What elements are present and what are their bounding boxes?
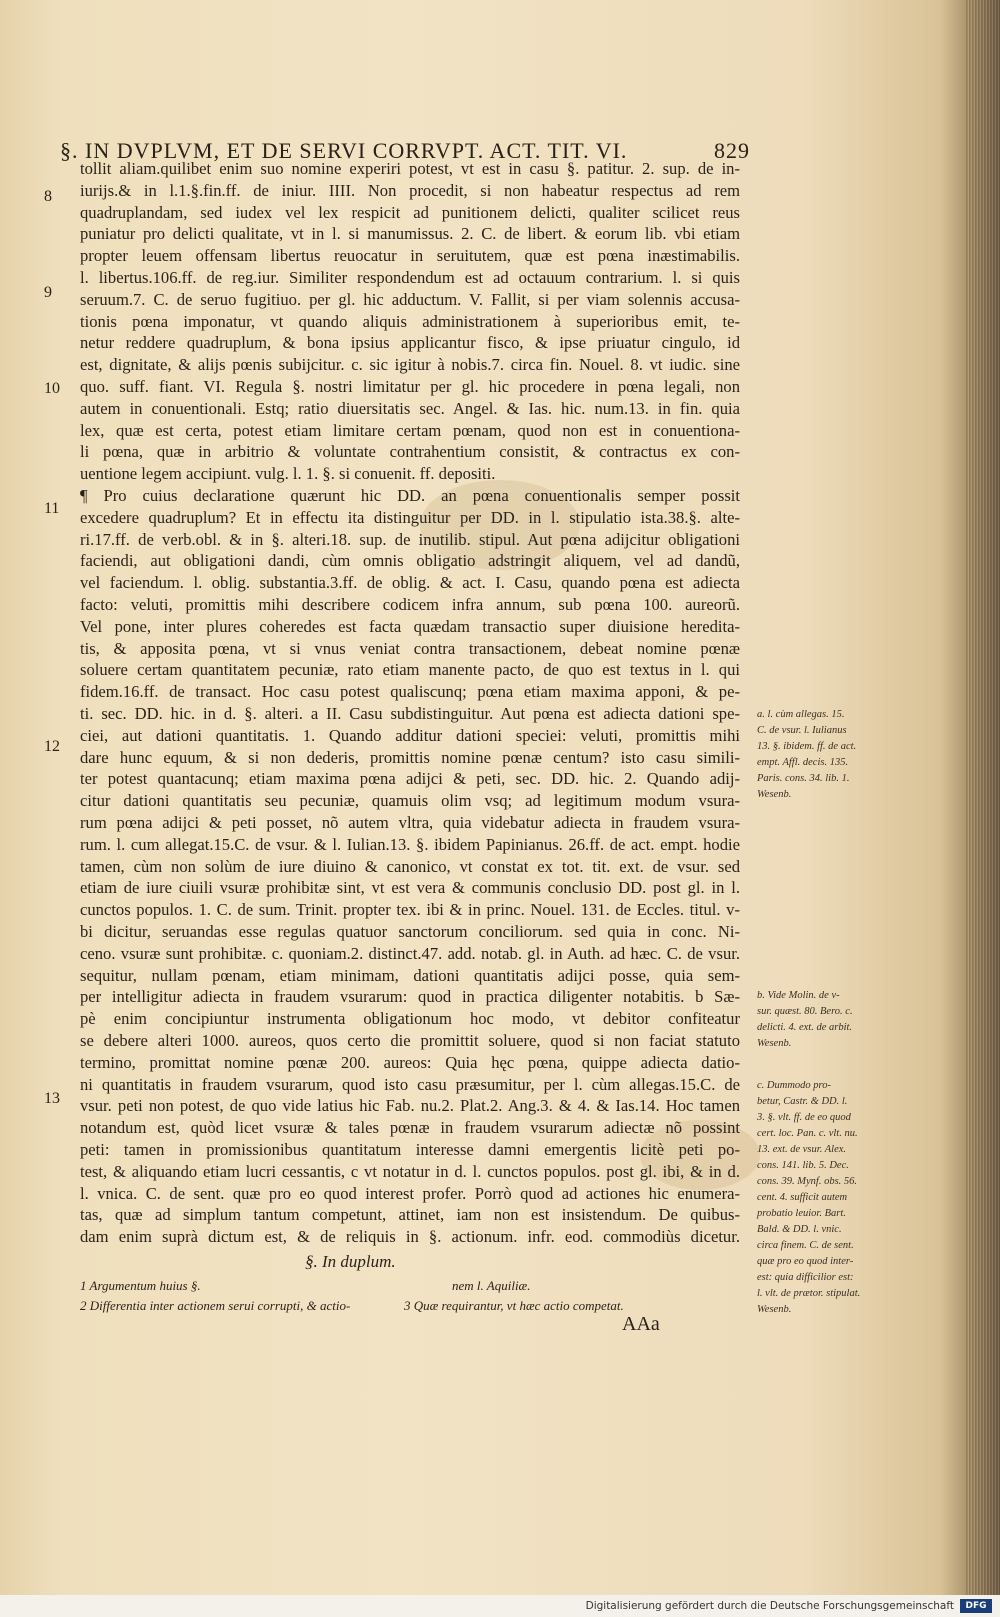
footer-credit: Digitalisierung gefördert durch die Deutsche Forschungsgemeinschaft xyxy=(585,1600,954,1612)
text-line: ri.17.ff. de verb.obl. & in §. alteri.18. sup. de inutilib. stipul. Aut pœna adijcitur obligationi xyxy=(80,529,740,549)
margin-note-line: probatio leuior. Bart. xyxy=(757,1208,846,1219)
text-line: sequitur, nullam pœnam, etiam minimam, dationi quantitatis adijci posse, quia sem- xyxy=(80,965,740,985)
margin-note-line: cons. 39. Mynf. obs. 56. xyxy=(757,1176,858,1187)
text-line: propter leuem offensam libertus reuocatur in seruitutem, quæ est pœna inæstimabilis. xyxy=(80,246,740,266)
text-line: dam enim suprà dictum est, & de reliquis in §. actionum. infr. eod. commodiùs dicetur. xyxy=(80,1227,740,1247)
text-line: l. libertus.106.ff. de reg.iur. Similiter respondendum est ad octauum contrarium. l. si quis xyxy=(80,268,740,287)
text-line: soluere certam quantitatem pecuniæ, rato etiam manente pacto, de quo est textus in l. qui xyxy=(80,660,740,680)
text-line: ter potest quantacunq; etiam maxima pœna adijci & peti, sec. DD. hic. 2. Quando adij- xyxy=(80,769,740,789)
margin-note-line: sur. quæst. 80. Bero. c. xyxy=(757,1006,853,1017)
text-line: vel faciendum. l. oblig. substantia.3.ff. de oblig. & act. I. Casu, quando pœna est adiecta xyxy=(80,573,740,593)
section-title: §. In duplum. xyxy=(305,1252,396,1271)
signature-mark: AAa xyxy=(622,1313,660,1335)
text-line: rum pœna adijci & peti posset, nõ autem vltra, quia videbatur adiecta in fraudem vsura- xyxy=(80,813,740,832)
text-line: rum. l. cum allegat.15.C. de vsur. & l. Iulian.13. §. ibidem Papinianus. 26.ff. de act. empt. hodie xyxy=(80,834,740,854)
margin-note-line: betur, Castr. & DD. l. xyxy=(757,1096,848,1107)
margin-note-line: cent. 4. sufficit autem xyxy=(757,1192,848,1203)
margin-note-line: l. vlt. de prætor. stipulat. xyxy=(757,1288,861,1299)
margin-note-line: Wesenb. xyxy=(757,789,792,800)
text-line: etiam de iure ciuili vsuræ prohibitæ sint, vt est vera & communis conclusio DD. post gl. in l. xyxy=(80,878,740,898)
margin-note-line: 13. ext. de vsur. Alex. xyxy=(757,1144,847,1155)
text-line: uentione legem accipiunt. vulg. l. 1. §. si conuenit. ff. depositi. xyxy=(80,464,496,484)
text-line: citur dationi quantitatis seu pecuniæ, quamuis olim vsq; ad legitimum modum vsura- xyxy=(80,791,740,811)
line-number: 10 xyxy=(44,380,60,397)
text-line: Vel pone, inter plures coheredes est facta quædam transactio super diuisione heredita- xyxy=(80,616,740,636)
text-line: quo. suff. fiant. VI. Regula §. nostri limitatur per gl. hic procedere in pœna legali, non xyxy=(80,377,740,396)
margin-note-line: Bald. & DD. l. vnic. xyxy=(757,1224,842,1235)
text-line: seruum.7. C. de seruo fugitiuo. per gl. hic adductum. V. Fallit, si per viam solennis accusa- xyxy=(80,289,740,309)
text-line: ni quantitatis in fraudem vsurarum, quod isto casu præsumitur, per l. cùm allegas.15.C. de xyxy=(80,1074,740,1094)
line-number: 13 xyxy=(44,1090,60,1107)
margin-note-line: delicti. 4. ext. de arbit. xyxy=(757,1022,853,1033)
text-line: facto: veluti, promittis mihi describere codicem infra annum, sub pœna 100. aureorũ. xyxy=(80,595,740,614)
margin-note-c xyxy=(757,1078,875,1318)
summary-item-3: 3 Quæ requirantur, vt hæc actio competat. xyxy=(404,1298,624,1313)
text-line: dare hunc equum, & si non dederis, promittis nomine pœnæ centum? isto casu simili- xyxy=(80,747,740,767)
text-line: bi dicitur, seruandas esse regulas quatuor sanctorum conciliorum. sed quia in conc. Ni- xyxy=(80,922,740,941)
margin-note-line: c. Dummodo pro- xyxy=(757,1080,831,1091)
margin-note-line: circa finem. C. de sent. xyxy=(757,1240,854,1251)
summary-item-1: 1 Argumentum huius §. xyxy=(80,1278,201,1293)
text-line: excedere quadruplum? Et in effectu ita distinguitur per DD. in l. stipulatio ista.38.§. alte- xyxy=(80,507,740,527)
text-line: cunctos populos. 1. C. de sum. Trinit. propter tex. ibi & in princ. Nouel. 131. de Eccles. titul. v- xyxy=(80,900,740,920)
text-line: faciendi, aut obligationi dandi, cùm omnis obligatio adstringit aliquem, vel ad dandũ, xyxy=(80,551,740,571)
folio-number: 829 xyxy=(714,138,750,163)
margin-note-line: Paris. cons. 34. lib. 1. xyxy=(757,773,850,784)
margin-note-line: a. l. cùm allegas. 15. xyxy=(757,709,845,720)
text-line: per intelligitur adiecta in fraudem vsurarum: quod in practica diligenter notabitis. b Sæ- xyxy=(80,987,740,1007)
summary-item-2: 2 Differentia inter actionem serui corrupti, & actio- xyxy=(80,1298,351,1313)
margin-note-b xyxy=(757,988,875,1052)
text-line: se debere alteri 1000. aureos, quos certo die promittit soluere, quod si non faciat statuto xyxy=(80,1031,740,1050)
text-line: tas, quæ ad simplum tantum competunt, attinet, iam non est insistendum. De quibus- xyxy=(80,1205,740,1225)
margin-note-line: empt. Affl. decis. 135. xyxy=(757,757,849,768)
footer-bar xyxy=(0,1595,1000,1617)
summary-item-2-cont: nem l. Aquiliæ. xyxy=(452,1278,531,1293)
dfg-logo: DFG xyxy=(960,1599,992,1613)
margin-note-line: Wesenb. xyxy=(757,1304,792,1315)
margin-note-line: cons. 141. lib. 5. Dec. xyxy=(757,1160,849,1171)
text-line: quadruplandam, sed iudex vel lex respicit ad punitionem delicti, qualiter scilicet reus xyxy=(80,202,740,222)
text-line: tionis pœna imponatur, vt quando aliquis administrationem à superioribus emit, te- xyxy=(80,311,740,331)
line-number: 11 xyxy=(44,500,60,517)
text-line: fidem.16.ff. de transact. Hoc casu potest qualiscunq; pœna etiam maxima apponi, & pe- xyxy=(80,682,740,702)
line-number: 12 xyxy=(44,738,60,755)
text-line: ciei, aut dationi quantitatis. 1. Quando additur dationi speciei: veluti, promittis mihi xyxy=(80,725,740,745)
line-number: 9 xyxy=(44,284,52,301)
text-line: tamen, cùm non solùm de iure diuino & canonico, vt constat ex tot. tit. ext. de vsur. sed xyxy=(80,856,740,876)
text-line: tollit aliam.quilibet enim suo nomine experiri potest, vt est in casu §. patitur. 2. sup. de in- xyxy=(80,159,740,178)
margin-note-line: cert. loc. Pan. c. vlt. nu. xyxy=(757,1128,858,1139)
text-line: termino, promittat nomine pœnæ 200. aureos: Quia hęc pœna, quippe adiecta datio- xyxy=(80,1052,740,1072)
line-number: 8 xyxy=(44,188,52,205)
margin-note-line: est: quia difficilior est: xyxy=(757,1272,854,1283)
text-line: tis, & apposita pœna, vt si vnus veniat contra transactionem, debeat nomine pœnæ xyxy=(80,638,740,658)
text-line: autem in conuentionali. Estq; ratio diuersitatis sec. Angel. & Ias. hic. num.13. in fin. quia xyxy=(80,398,740,418)
margin-note-line: C. de vsur. l. Iulianus xyxy=(757,725,847,736)
margin-note-line: 3. §. vlt. ff. de eo quod xyxy=(757,1112,851,1123)
margin-note-line: b. Vide Molin. de v- xyxy=(757,990,840,1001)
text-line: l. vnica. C. de sent. quæ pro eo quod interest profer. Porrò quod ad actiones hic enumera- xyxy=(80,1183,740,1203)
text-line: iurijs.& in l.1.§.fin.ff. de iniur. IIII. Non procedit, si non habeatur respectus ad rem xyxy=(80,180,740,200)
running-head-title: §. IN DVPLVM, ET DE SERVI CORRVPT. ACT. TIT. VI. xyxy=(60,138,628,163)
text-line: ¶ Pro cuius declaratione quærunt hic DD. an pœna conuentionalis semper possit xyxy=(80,486,740,505)
text-line: pè enim concipiuntur instrumenta obligationum hoc modo, vt debitor confiteatur xyxy=(80,1009,740,1029)
margin-note-line: Wesenb. xyxy=(757,1038,792,1049)
text-line: li pœna, quæ in arbitrio & voluntate contrahentium consistit, & contractus ex con- xyxy=(80,442,740,462)
text-line: notandum est, quòd licet vsuræ & tales pœnæ in fraudem vsurarum adiectæ nõ possint xyxy=(80,1118,740,1138)
text-line: ti. sec. DD. hic. in d. §. alteri. a II. Casu subdistinguitur. Aut pœna est adiecta dationi spe- xyxy=(80,704,740,723)
text-line: ceno. vsuræ sunt prohibitæ. c. quoniam.2. distinct.47. add. notab. gl. in Auth. ad hæc. C. de vsur. xyxy=(80,943,740,963)
text-line: est, dignitate, & alijs pœnis subijcitur. c. sic igitur à nobis.7. circa fin. Nouel. 8. vt iudic. sine xyxy=(80,355,740,375)
text-line: puniatur pro delicti qualitate, vt in l. si manumissus. 2. C. de libert. & eorum lib. vbi etiam xyxy=(80,224,740,244)
text-line: lex, quæ est certa, potest etiam limitare certam pœnam, quod non est in conuentiona- xyxy=(80,420,740,440)
text-line: test, & aliquando etiam lucri cessantis, c vt notatur in d. l. cunctos populos. post gl. ibi, & in d. xyxy=(80,1161,740,1181)
margin-note-line: quæ pro eo quod inter- xyxy=(757,1256,854,1267)
text-line: netur reddere quadruplum, & bona ipsius applicantur fisco, & ipse priuatur cingulo, id xyxy=(80,333,740,353)
margin-note-a xyxy=(757,707,875,803)
text-line: vsur. peti non potest, de quo vide latius hic Fab. nu.2. Plat.2. Ang.3. & 4. & Ias.14. Hoc tamen xyxy=(80,1096,740,1116)
text-line: peti: tamen in promissionibus quantitatum interesse damni emergentis licitè peti po- xyxy=(80,1140,740,1159)
margin-note-line: 13. §. ibidem. ff. de act. xyxy=(757,741,857,752)
